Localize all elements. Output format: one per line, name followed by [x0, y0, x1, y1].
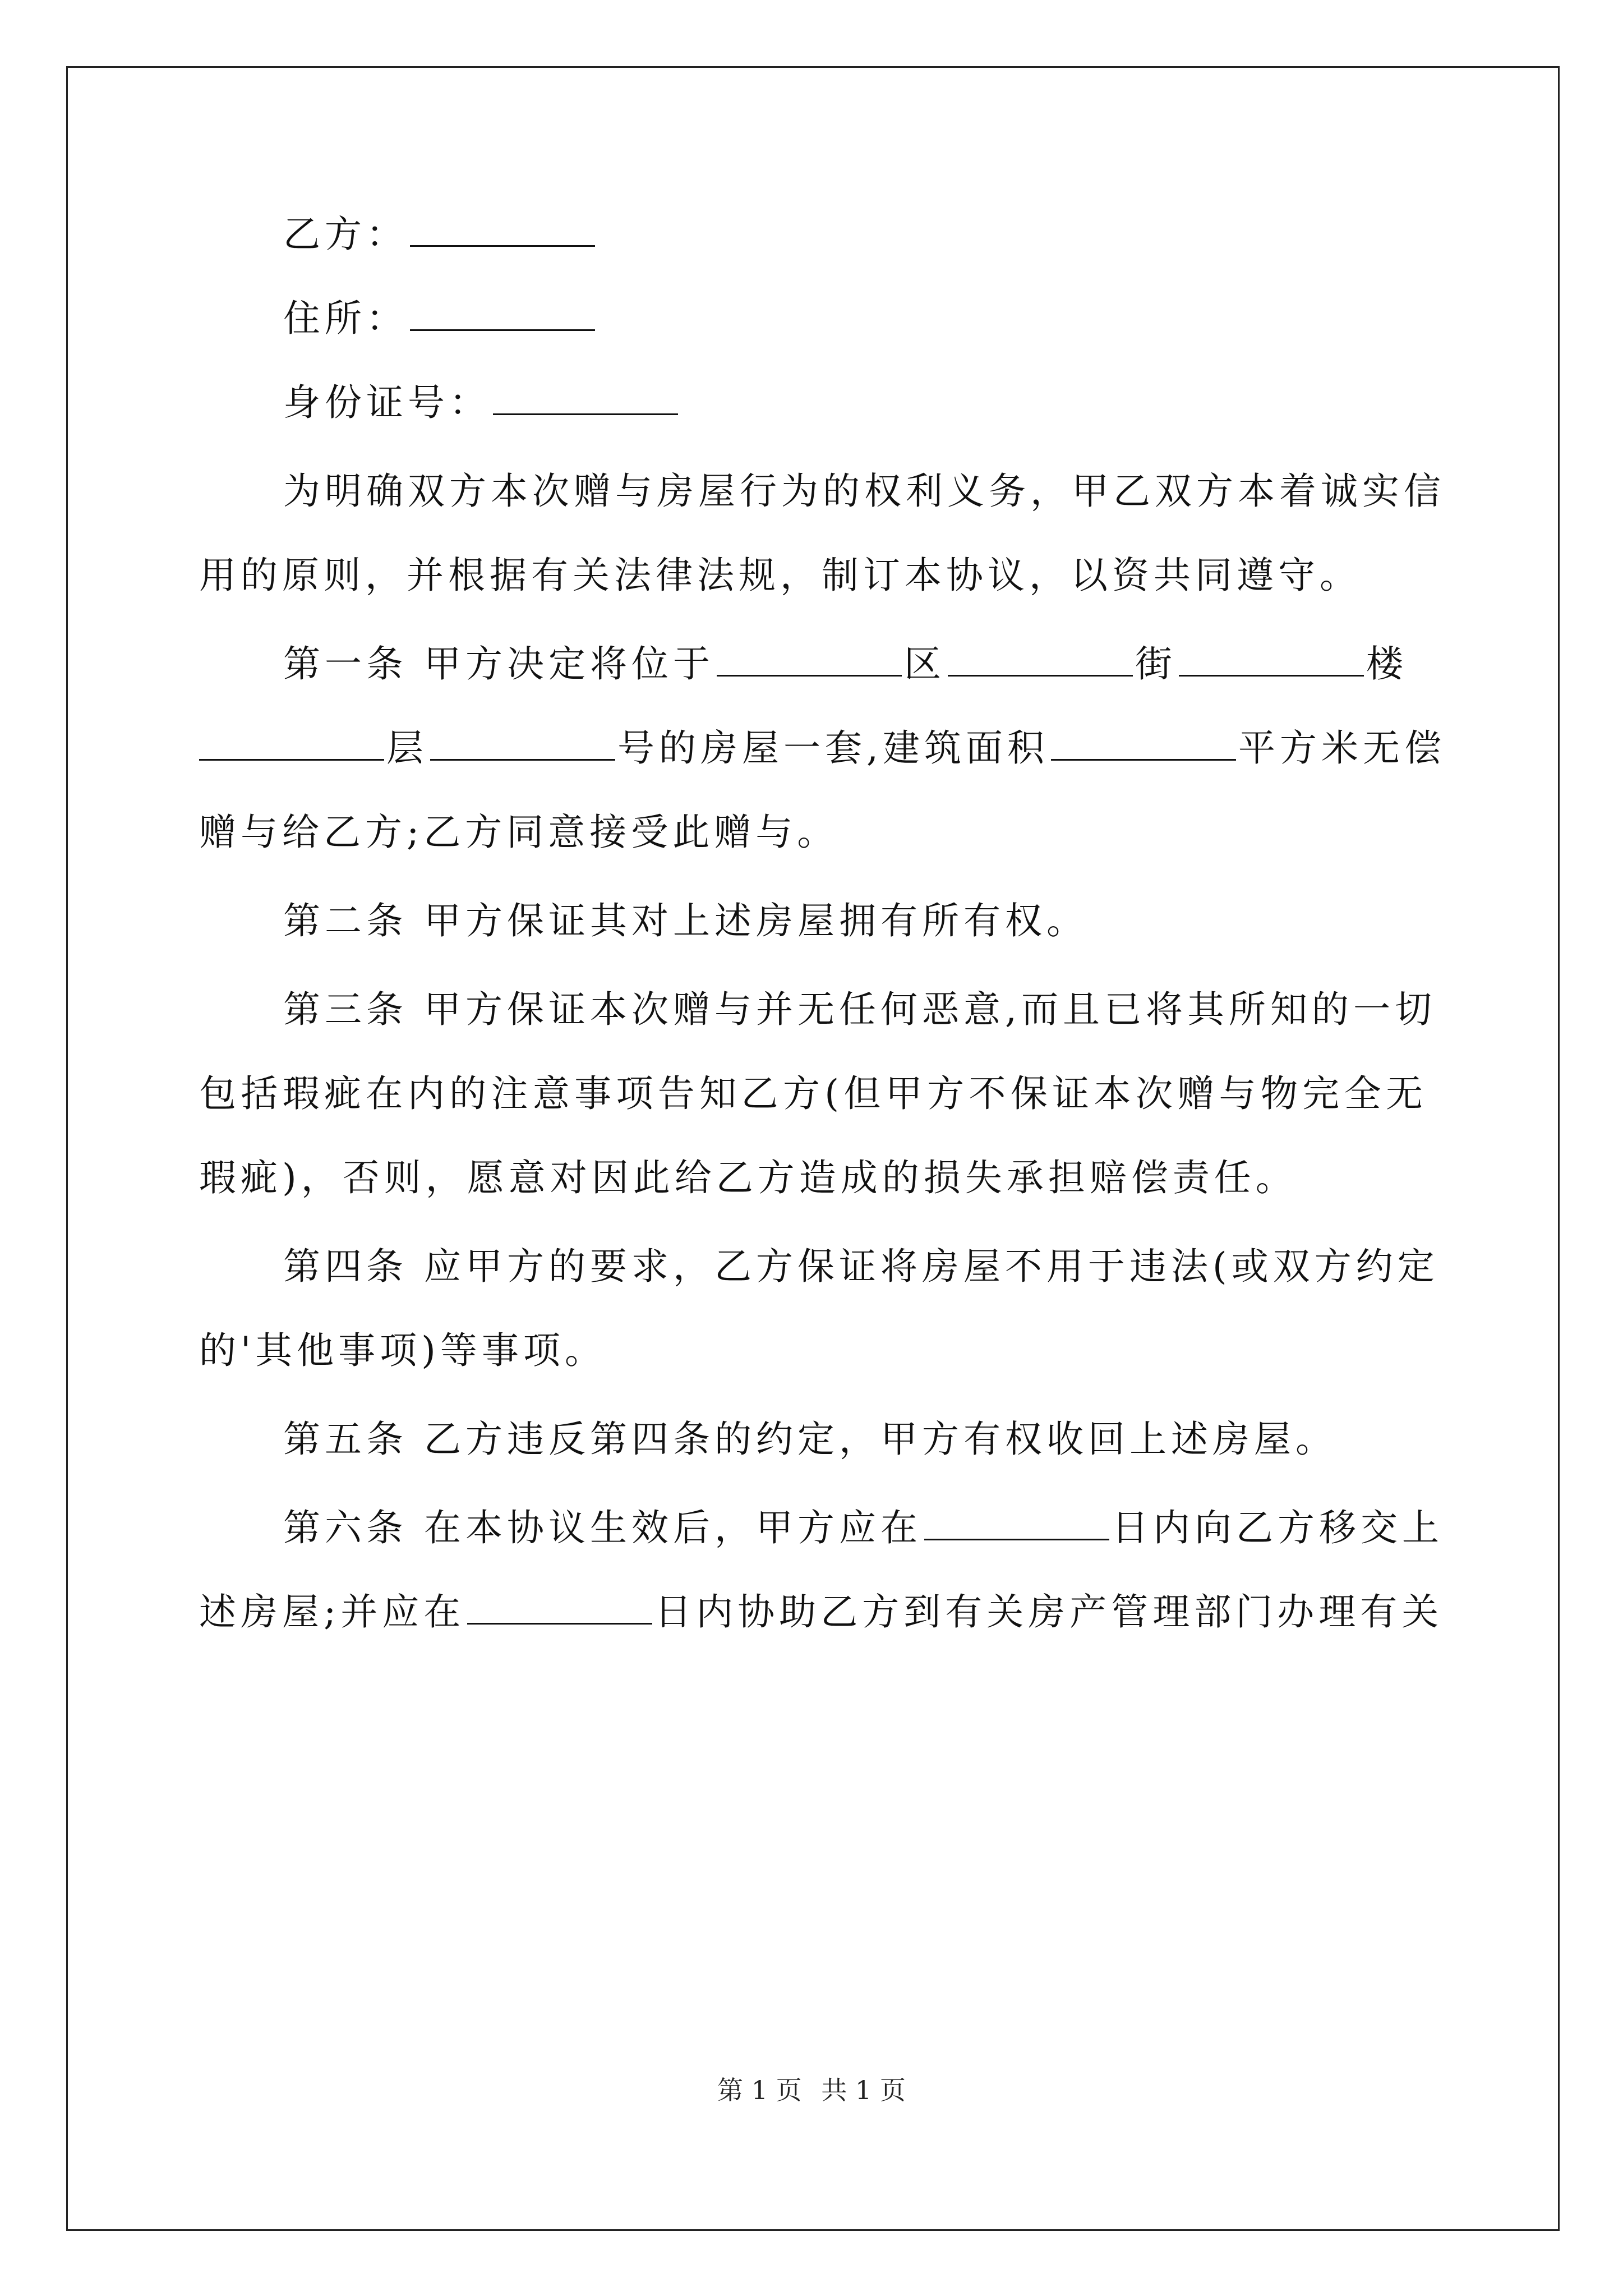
page-total: 共 1 页: [821, 2075, 906, 2105]
party-b-line: [283, 208, 597, 261]
article-3-line2: 包括瑕疵在内的注意事项告知乙方(但甲方不保证本次赠与物完全无: [199, 1072, 1427, 1115]
intro-paragraph-line1: 为明确双方本次赠与房屋行为的权利义务，甲乙双方本着诚实信: [283, 470, 1445, 513]
article-3-line3: 瑕疵)，否则，愿意对因此给乙方造成的损失承担赔偿责任。: [199, 1156, 1297, 1199]
address-line: [283, 292, 597, 346]
article-1-text-d: 楼: [1366, 642, 1408, 685]
address-label: 住所：: [283, 297, 408, 340]
article-1-text-c: 街: [1135, 642, 1177, 685]
area-blank: [1051, 726, 1236, 761]
id-number-line: [283, 376, 680, 430]
article-3-line1: 第三条 甲方保证本次赠与并无任何恶意,而且已将其所知的一切: [283, 988, 1436, 1031]
article-1-line2: [199, 721, 1446, 775]
district-blank: [717, 642, 902, 677]
street-blank: [948, 642, 1133, 677]
article-6-line1: [283, 1501, 1444, 1555]
party-b-label: 乙方：: [283, 213, 408, 256]
article-4-line1: 第四条 应甲方的要求，乙方保证将房屋不用于违法(或双方约定: [283, 1245, 1439, 1288]
article-1-text-g: 平方米无偿: [1238, 726, 1446, 770]
article-1-line1: [283, 637, 1408, 691]
page-footer: [0, 2070, 1623, 2107]
floor-blank: [199, 726, 384, 761]
building-blank: [1179, 642, 1364, 677]
intro-paragraph-line2: 用的原则，并根据有关法律法规，制订本协议，以资共同遵守。: [199, 554, 1361, 597]
article-6-text-c: 述房屋;并应在: [199, 1590, 465, 1634]
article-5: 第五条 乙方违反第四条的约定，甲方有权收回上述房屋。: [283, 1418, 1337, 1461]
article-1-text-f: 号的房屋一套,建筑面积: [617, 726, 1049, 770]
handover-days-blank: [924, 1506, 1109, 1540]
article-1-line3: 赠与给乙方;乙方同意接受此赠与。: [199, 811, 839, 854]
id-number-blank: [493, 381, 678, 415]
party-b-blank: [410, 213, 595, 247]
article-6-text-d: 日内协助乙方到有关房产管理部门办理有关: [654, 1590, 1444, 1634]
article-2: 第二条 甲方保证其对上述房屋拥有所有权。: [283, 899, 1088, 942]
article-6-line2: [199, 1585, 1443, 1639]
article-6-text-a: 第六条 在本协议生效后，甲方应在: [283, 1506, 922, 1549]
article-1-text-e: 层: [386, 726, 428, 770]
address-blank: [410, 297, 595, 331]
article-1-text-a: 第一条 甲方决定将位于: [283, 642, 714, 685]
article-6-text-b: 日内向乙方移交上: [1111, 1506, 1444, 1549]
article-4-line2: 的'其他事项)等事项。: [199, 1329, 606, 1372]
id-number-label: 身份证号：: [283, 381, 491, 424]
number-blank: [430, 726, 615, 761]
page-number: 第 1 页: [717, 2075, 802, 2105]
registration-days-blank: [467, 1590, 652, 1625]
article-1-text-b: 区: [903, 642, 946, 685]
